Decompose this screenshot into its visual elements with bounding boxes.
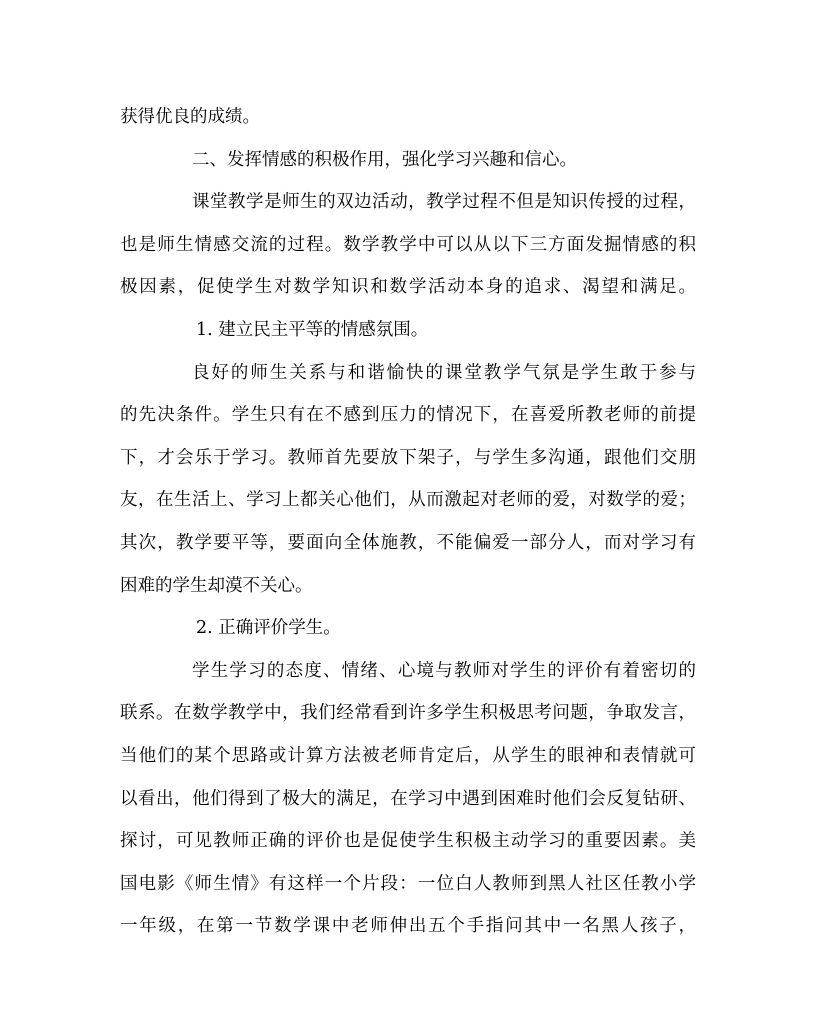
text-line: 友，在生活上、学习上都关心他们，从而激起对老师的爱，对数学的爱； — [120, 490, 696, 511]
text-line: 联系。在数学教学中，我们经常看到许多学生积极思考问题，争取发言， — [120, 703, 696, 724]
text-line: 以看出，他们得到了极大的满足，在学习中遇到困难时他们会反复钻研、 — [120, 788, 696, 809]
text-line: 一年级，在第一节数学课中老师伸出五个手指问其中一名黑人孩子， — [120, 916, 696, 937]
subsection-heading: 2. 正确评价学生。 — [196, 618, 341, 639]
text-line: 学生学习的态度、情绪、心境与教师对学生的评价有着密切的 — [192, 660, 696, 681]
text-line: 课堂教学是师生的双边活动，教学过程不但是知识传授的过程， — [192, 192, 696, 213]
section-heading: 二、发挥情感的积极作用，强化学习兴趣和信心。 — [192, 149, 577, 170]
text-line: 下，才会乐于学习。教师首先要放下架子，与学生多沟通，跟他们交朋 — [120, 447, 696, 468]
text-line: 困难的学生却漠不关心。 — [120, 575, 313, 596]
text-line: 国电影《师生情》有这样一个片段：一位白人教师到黑人社区任教小学 — [120, 873, 696, 894]
subsection-heading: 1. 建立民主平等的情感氛围。 — [196, 319, 429, 340]
text-line: 良好的师生关系与和谐愉快的课堂教学气氛是学生敢于参与 — [192, 362, 696, 383]
text-line: 其次，教学要平等，要面向全体施教，不能偏爱一部分人，而对学习有 — [120, 532, 696, 553]
text-line: 也是师生情感交流的过程。数学教学中可以从以下三方面发掘情感的积 — [120, 234, 696, 255]
text-line: 获得优良的成绩。 — [120, 107, 260, 127]
text-line: 探讨，可见教师正确的评价也是促使学生积极主动学习的重要因素。美 — [120, 831, 696, 852]
document-body — [120, 104, 696, 956]
text-line: 极因素，促使学生对数学知识和数学活动本身的追求、渴望和满足。 — [120, 277, 696, 298]
text-line: 当他们的某个思路或计算方法被老师肯定后，从学生的眼神和表情就可 — [120, 745, 696, 766]
text-line: 的先决条件。学生只有在不感到压力的情况下，在喜爱所教老师的前提 — [120, 405, 696, 426]
